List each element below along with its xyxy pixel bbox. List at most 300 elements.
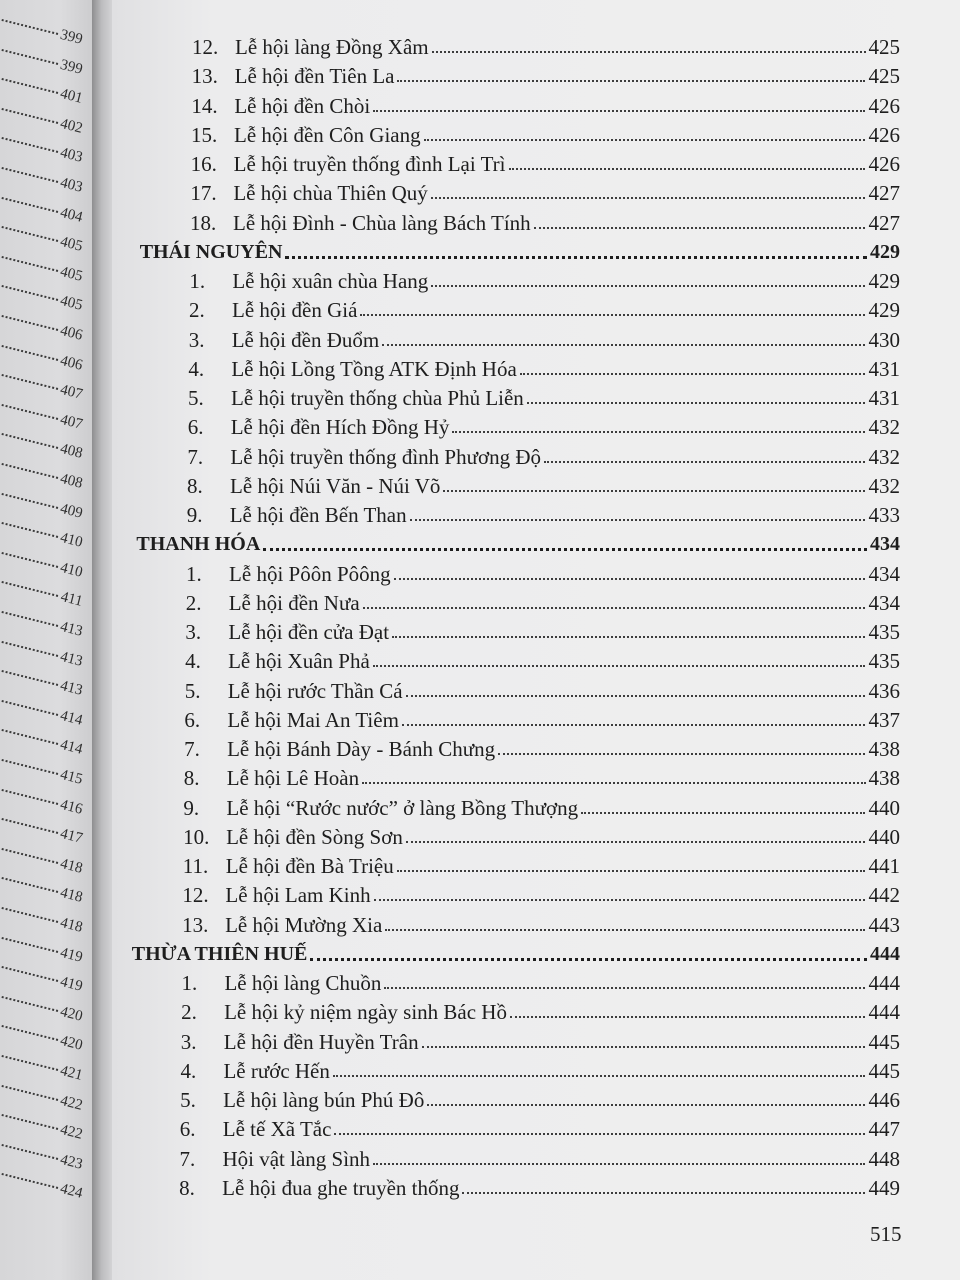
entry-title: Hội vật làng Sình — [222, 1146, 371, 1171]
leader-dots — [373, 665, 866, 667]
leader-dots — [0, 932, 58, 953]
leader-dots — [422, 1046, 866, 1048]
entry-label — [181, 971, 381, 995]
toc-entry — [183, 820, 900, 849]
left-page-number-text: 424 — [58, 1181, 85, 1203]
leader-dots — [410, 519, 866, 521]
leader-dots — [310, 958, 867, 961]
toc-entry — [192, 30, 900, 59]
left-page-number-text: 414 — [58, 707, 85, 729]
leader-dots — [0, 14, 58, 35]
entry-page: 432 — [868, 444, 900, 469]
left-page-number-text: 406 — [58, 322, 85, 344]
leader-dots — [0, 665, 58, 686]
entry-number: 8. — [179, 1175, 195, 1200]
entry-page: 436 — [868, 678, 900, 703]
left-page-number-text: 406 — [58, 352, 85, 374]
entry-number: 13. — [182, 912, 209, 937]
entry-page: 431 — [868, 356, 900, 381]
toc-entry — [180, 1054, 900, 1083]
leader-dots — [0, 399, 58, 420]
left-page-number-text: 409 — [58, 500, 85, 522]
entry-label — [184, 766, 359, 790]
leader-dots — [0, 724, 58, 745]
leader-dots — [0, 1020, 58, 1041]
entry-number: 10. — [183, 824, 210, 849]
leader-dots — [392, 636, 865, 638]
leader-dots — [360, 314, 865, 316]
entry-label — [192, 64, 395, 88]
leader-dots — [385, 929, 865, 931]
left-page-number-text: 420 — [58, 1033, 85, 1055]
leader-dots — [0, 488, 58, 509]
leader-dots — [0, 606, 58, 627]
leader-dots — [0, 961, 58, 982]
entry-label — [186, 591, 360, 615]
leader-dots — [0, 784, 58, 805]
table-of-contents — [112, 0, 960, 1280]
entry-number: 3. — [188, 327, 205, 352]
toc-entry — [183, 849, 900, 878]
left-page-number-text: 402 — [58, 115, 85, 137]
toc-entry — [188, 352, 900, 381]
leader-dots — [382, 344, 865, 346]
entry-page: 429 — [868, 269, 900, 293]
entry-number: 1. — [189, 269, 206, 293]
leader-dots — [0, 754, 58, 775]
entry-page: 435 — [868, 649, 900, 674]
toc-entry — [182, 878, 900, 907]
entry-label — [180, 1059, 329, 1083]
leader-dots — [362, 782, 865, 784]
entry-title: Lễ hội làng Đồng Xâm — [235, 35, 429, 59]
left-page-number-text: 413 — [58, 678, 85, 699]
section-page: 444 — [869, 942, 900, 965]
toc-entry — [189, 264, 900, 293]
leader-dots — [0, 369, 58, 390]
leader-dots — [373, 110, 865, 112]
left-page-number-text: 407 — [58, 411, 85, 433]
leader-dots — [0, 547, 58, 568]
leader-dots — [0, 577, 58, 598]
leader-dots — [373, 1163, 865, 1165]
entry-title: Lễ hội đền cửa Đạt — [228, 620, 390, 644]
entry-title: Lễ hội Mường Xia — [225, 912, 383, 937]
entry-label — [185, 649, 370, 673]
left-page-number-text: 421 — [58, 1062, 85, 1084]
leader-dots — [0, 428, 58, 449]
entry-label — [179, 1176, 459, 1200]
leader-dots — [263, 548, 867, 551]
entry-number: 4. — [180, 1058, 197, 1083]
entry-title: Lễ hội rước Thần Cá — [227, 678, 403, 703]
entry-title: Lễ hội Núi Văn - Núi Võ — [230, 473, 441, 498]
left-facing-page — [0, 0, 100, 1280]
entry-label — [188, 386, 524, 410]
left-page-number-text: 422 — [58, 1092, 85, 1114]
entry-label — [183, 825, 403, 849]
leader-dots — [394, 578, 866, 580]
entry-title: Lễ rước Hến — [223, 1058, 330, 1083]
left-page-number-text: 419 — [58, 944, 85, 966]
entry-label — [189, 328, 380, 352]
entry-page: 446 — [868, 1088, 900, 1112]
entry-number: 12. — [182, 883, 209, 908]
entry-page: 432 — [868, 473, 900, 498]
leader-dots — [0, 73, 58, 94]
toc-entry — [187, 440, 900, 469]
entry-page: 448 — [868, 1146, 900, 1171]
toc-page — [112, 0, 960, 1280]
toc-entry — [189, 323, 900, 352]
entry-title: Lễ hội Bánh Dày - Bánh Chưng — [227, 737, 496, 761]
entry-number: 4. — [185, 649, 201, 674]
leader-dots — [0, 340, 58, 361]
left-page-number-text: 415 — [58, 766, 85, 788]
entry-page: 449 — [868, 1175, 900, 1200]
leader-dots — [397, 80, 865, 82]
leader-dots — [0, 44, 58, 65]
entry-page: 426 — [868, 93, 900, 118]
entry-label — [181, 1000, 507, 1024]
entry-page: 443 — [868, 912, 900, 937]
entry-label — [189, 269, 428, 293]
entry-number: 9. — [183, 795, 200, 820]
left-page-number-text: 422 — [58, 1122, 85, 1143]
entry-label — [185, 679, 403, 703]
entry-label — [187, 503, 407, 527]
leader-dots — [0, 872, 58, 893]
entry-number: 7. — [184, 737, 200, 761]
entry-page: 438 — [868, 737, 900, 761]
entry-title: Lễ hội làng bún Phú Đô — [223, 1088, 425, 1112]
entry-page: 427 — [868, 181, 900, 206]
leader-dots — [0, 1168, 58, 1189]
section-title: THÁI NGUYÊN — [139, 240, 283, 263]
left-page-number-text: 404 — [58, 204, 85, 226]
entry-number: 9. — [186, 503, 203, 527]
entry-number: 12. — [192, 35, 219, 59]
entry-number: 7. — [179, 1146, 196, 1171]
toc-entry — [192, 59, 900, 88]
toc-entry — [187, 469, 900, 498]
section-title: THANH HÓA — [136, 533, 261, 556]
entry-label — [185, 620, 389, 644]
entry-page: 434 — [868, 590, 900, 615]
entry-title: Lễ tế Xã Tắc — [222, 1117, 332, 1142]
entry-number: 8. — [183, 766, 200, 791]
leader-dots — [384, 987, 865, 989]
entry-title: Lễ hội chùa Thiên Quý — [233, 181, 428, 206]
entry-title: Lễ hội xuân chùa Hang — [232, 269, 429, 293]
left-page-number-text: 414 — [58, 737, 85, 759]
entry-label — [188, 415, 450, 439]
leader-dots — [431, 285, 865, 287]
leader-dots — [0, 162, 58, 183]
entry-number: 3. — [185, 620, 202, 644]
leader-dots — [374, 899, 866, 901]
entry-label — [189, 298, 357, 322]
entry-label — [183, 796, 578, 820]
entry-label — [190, 211, 531, 235]
left-page-number-text: 405 — [58, 234, 85, 255]
entry-number: 5. — [184, 678, 201, 703]
entry-page: 437 — [868, 707, 900, 732]
entry-number: 6. — [184, 707, 201, 732]
leader-dots — [452, 431, 865, 433]
entry-label — [187, 474, 440, 498]
entry-label — [191, 94, 370, 118]
leader-dots — [0, 103, 58, 124]
leader-dots — [402, 724, 866, 726]
section-page: 429 — [869, 240, 900, 263]
entry-title: Lễ hội truyền thống đình Phương Độ — [230, 444, 542, 469]
leader-dots — [363, 607, 866, 609]
entry-number: 2. — [189, 298, 205, 323]
entry-label — [191, 123, 421, 147]
left-page-number-text: 423 — [58, 1151, 85, 1173]
leader-dots — [0, 192, 58, 213]
left-page-number-text: 399 — [58, 26, 85, 48]
entry-page: 442 — [868, 883, 900, 908]
left-page-number-text: 418 — [58, 914, 85, 936]
entry-page: 435 — [868, 620, 900, 644]
left-page-number-text: 405 — [58, 263, 85, 285]
toc-entry — [188, 381, 900, 410]
leader-dots — [432, 51, 866, 53]
left-page-number-text: 416 — [58, 796, 85, 818]
entry-page: 447 — [868, 1117, 900, 1142]
leader-dots — [0, 458, 58, 479]
entry-label — [187, 445, 541, 469]
left-page-number-text: 408 — [58, 470, 85, 492]
entry-title: Lễ hội “Rước nước” ở làng Bồng Thượng — [226, 795, 579, 820]
entry-number: 11. — [182, 854, 209, 878]
entry-label — [188, 357, 516, 381]
leader-dots — [285, 256, 867, 259]
entry-title: Lễ hội Lê Hoàn — [226, 766, 360, 791]
entry-title: Lễ hội đền Đuổm — [231, 327, 380, 352]
entry-page: 426 — [868, 122, 900, 147]
entry-title: Lễ hội đền Nưa — [228, 590, 360, 615]
entry-page: 444 — [868, 1000, 900, 1025]
toc-section-heading — [132, 937, 900, 966]
toc-entry — [185, 615, 900, 644]
entry-label — [184, 708, 399, 732]
entry-title: Lễ hội Pôôn Pôông — [229, 561, 391, 586]
entry-title: Lễ hội đền Bà Triệu — [225, 854, 394, 878]
entry-number: 4. — [188, 356, 205, 381]
left-page-number-text: 417 — [58, 826, 85, 847]
leader-dots — [397, 870, 866, 872]
entry-label — [184, 737, 495, 761]
toc-entry — [187, 498, 900, 527]
left-page-number-text: 419 — [58, 974, 85, 995]
left-page-number-text: 411 — [59, 589, 85, 611]
entry-number: 1. — [186, 561, 202, 586]
entry-title: Lễ hội đền Sòng Sơn — [226, 824, 403, 849]
left-page-number-text: 407 — [58, 382, 85, 403]
toc-entry — [191, 147, 900, 176]
left-page-number — [0, 3, 84, 49]
left-page-number-text: 413 — [58, 648, 85, 670]
entry-title: Lễ hội đua ghe truyền thống — [222, 1175, 460, 1200]
leader-dots — [527, 402, 866, 404]
entry-title: Lễ hội Mai An Tiêm — [227, 707, 399, 732]
entry-title: Lễ hội Xuân Phả — [228, 649, 370, 674]
toc-entry — [179, 1142, 900, 1171]
entry-number: 17. — [190, 181, 217, 206]
leader-dots — [427, 1104, 865, 1106]
entry-page: 425 — [868, 64, 900, 89]
toc-entry — [184, 761, 900, 790]
entry-page: 444 — [868, 971, 900, 995]
entry-label — [180, 1117, 332, 1141]
entry-number: 6. — [179, 1117, 196, 1142]
leader-dots — [0, 813, 58, 834]
toc-entry — [185, 644, 900, 673]
toc-entry — [190, 176, 900, 205]
leader-dots — [509, 168, 866, 170]
toc-entry — [185, 674, 900, 703]
toc-entry — [189, 293, 900, 322]
entry-page: 440 — [868, 824, 900, 849]
entry-page: 425 — [868, 35, 900, 59]
toc-entry — [184, 703, 900, 732]
page-number: 515 — [870, 1222, 902, 1246]
leader-dots — [424, 139, 866, 141]
toc-entry — [191, 89, 900, 118]
toc-entry — [181, 1025, 900, 1054]
entry-label — [182, 883, 370, 907]
left-page-number-text: 401 — [58, 86, 85, 107]
entry-title: Lễ hội đền Hích Đồng Hỷ — [230, 415, 450, 440]
toc-entry — [186, 586, 900, 615]
leader-dots — [0, 517, 58, 538]
toc-entry — [190, 206, 900, 235]
leader-dots — [510, 1016, 866, 1018]
leader-dots — [0, 221, 58, 242]
entry-title: Lễ hội Đình - Chùa làng Bách Tính — [233, 210, 531, 235]
leader-dots — [0, 1139, 58, 1160]
entry-number: 15. — [191, 122, 218, 147]
toc-entry — [181, 995, 900, 1024]
entry-label — [180, 1088, 424, 1112]
entry-title: Lễ hội kỷ niệm ngày sinh Bác Hồ — [224, 1000, 507, 1025]
entry-number: 13. — [191, 64, 218, 89]
left-page-number-text: 405 — [58, 293, 85, 315]
entry-title: Lễ hội đền Tiên La — [234, 64, 395, 89]
toc-entry — [186, 557, 900, 586]
entry-page: 441 — [868, 854, 900, 878]
left-page-number-text: 418 — [58, 885, 85, 907]
toc-section-heading — [140, 235, 900, 264]
entry-page: 445 — [868, 1029, 900, 1054]
toc-entry — [180, 1083, 900, 1112]
entry-label — [190, 181, 427, 205]
entry-title: Lễ hội đền Chòi — [234, 93, 371, 118]
leader-dots — [0, 902, 58, 923]
left-page-number-text: 420 — [58, 1003, 85, 1025]
entry-label — [181, 1030, 419, 1054]
leader-dots — [0, 1050, 58, 1071]
toc-entry — [191, 118, 900, 147]
left-page-number-text: 410 — [58, 559, 85, 581]
toc-section-heading — [136, 527, 900, 556]
entry-title: Lễ hội đền Huyền Trân — [223, 1029, 419, 1054]
toc-entry — [188, 410, 900, 439]
entry-number: 7. — [187, 444, 204, 469]
leader-dots — [498, 753, 865, 755]
leader-dots — [334, 1133, 865, 1135]
toc-entry — [180, 1112, 900, 1141]
entry-number: 3. — [180, 1029, 197, 1054]
entry-number: 2. — [185, 590, 202, 615]
left-page-number-text: 403 — [58, 145, 85, 167]
entry-page: 445 — [868, 1058, 900, 1083]
entry-page: 434 — [868, 561, 900, 586]
leader-dots — [443, 490, 865, 492]
entry-title: Lễ hội Lồng Tồng ATK Định Hóa — [231, 356, 517, 381]
leader-dots — [534, 227, 866, 229]
entry-page: 427 — [868, 210, 900, 235]
entry-page: 426 — [868, 152, 900, 176]
entry-number: 5. — [180, 1088, 196, 1112]
leader-dots — [0, 695, 58, 716]
leader-dots — [431, 197, 866, 199]
entry-number: 14. — [191, 93, 218, 118]
toc-entry — [184, 732, 900, 761]
entry-label — [183, 854, 394, 878]
leader-dots — [0, 1109, 58, 1130]
leader-dots — [0, 132, 58, 153]
left-page-number-text: 413 — [58, 618, 85, 640]
entry-number: 6. — [187, 415, 204, 440]
leader-dots — [0, 843, 58, 864]
entry-title: Lễ hội đền Giá — [232, 298, 358, 323]
entry-number: 2. — [181, 1000, 197, 1025]
section-title: THỪA THIÊN HUẾ — [131, 942, 308, 965]
entry-title: Lễ hội làng Chuồn — [224, 971, 382, 995]
entry-page: 430 — [868, 327, 900, 352]
entry-title: Lễ hội đền Bến Than — [229, 503, 407, 527]
toc-entry — [181, 966, 900, 995]
entry-label — [182, 913, 382, 937]
entry-page: 429 — [868, 298, 900, 323]
left-page-number-text: 410 — [58, 530, 85, 551]
left-page-number-text: 408 — [58, 441, 85, 463]
entry-number: 5. — [188, 386, 204, 410]
leader-dots — [520, 373, 866, 375]
leader-dots — [0, 280, 58, 301]
leader-dots — [0, 991, 58, 1012]
leader-dots — [406, 695, 866, 697]
left-page-number-text: 399 — [58, 56, 85, 78]
left-page-number-text: 418 — [58, 855, 85, 877]
leader-dots — [0, 251, 58, 272]
entry-number: 16. — [190, 152, 217, 176]
entry-page: 433 — [868, 503, 900, 527]
leader-dots — [0, 636, 58, 657]
leader-dots — [544, 461, 865, 463]
toc-entry — [182, 908, 900, 937]
entry-page: 432 — [868, 415, 900, 440]
entry-label — [179, 1147, 370, 1171]
leader-dots — [406, 841, 866, 843]
entry-page: 440 — [868, 795, 900, 820]
leader-dots — [462, 1192, 865, 1194]
leader-dots — [333, 1075, 866, 1077]
